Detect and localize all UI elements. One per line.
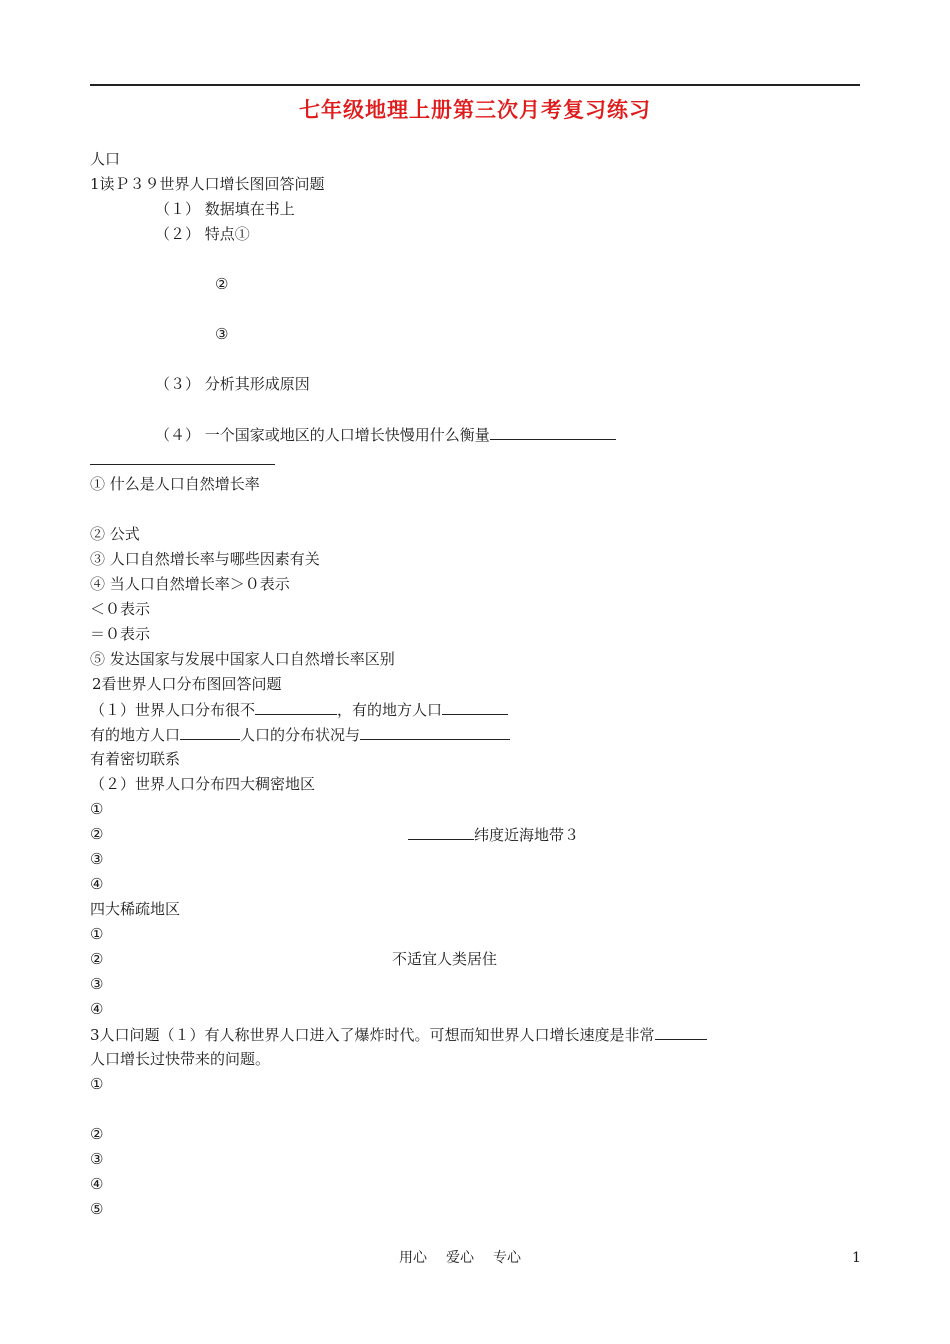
q1-sub-3: ③ 人口自然增长率与哪些因素有关 — [90, 550, 320, 568]
q2-part-2: （２）世界人口分布四大稠密地区 — [90, 775, 316, 793]
q2-part-1-line-1 — [90, 699, 508, 720]
answer-blank — [360, 724, 510, 740]
q3-item-2: ② — [90, 1125, 104, 1143]
page-title: 七年级地理上册第三次月考复习练习 — [299, 97, 651, 122]
answer-blank-line — [90, 464, 275, 465]
q1-sub-4-less-than: ＜０表示 — [90, 600, 151, 618]
q1-part-4 — [155, 424, 616, 445]
footer-motto-3: 专心 — [493, 1250, 521, 1266]
q1-part-2-item-3: ③ — [215, 325, 229, 343]
sparse-region-3: ③ — [90, 975, 104, 993]
q1-sub-2: ② 公式 — [90, 525, 140, 543]
q1-part-2-item-2: ② — [215, 275, 229, 293]
q1-sub-1: ① 什么是人口自然增长率 — [90, 475, 260, 493]
page-number: 1 — [852, 1250, 861, 1266]
q2-text-a: （１）世界人口分布很不 — [90, 701, 256, 719]
q3-item-5: ⑤ — [90, 1200, 104, 1218]
dense-region-2: ② — [90, 825, 104, 843]
section-heading: 人口 — [90, 150, 121, 168]
answer-blank — [655, 1024, 707, 1040]
sparse-region-4: ④ — [90, 1000, 104, 1018]
dense-region-1: ① — [90, 800, 104, 818]
dense-region-4: ④ — [90, 875, 104, 893]
question-2-stem: 2看世界人口分布图回答问题 — [92, 675, 282, 693]
sparse-region-2: ② — [90, 950, 104, 968]
q1-part-4-text: （４） 一个国家或地区的人口增长快慢用什么衡量 — [155, 426, 490, 444]
sparse-region-2-note: 不适宜人类居住 — [392, 950, 498, 968]
answer-blank — [180, 724, 240, 740]
q1-sub-4: ④ 当人口自然增长率＞０表示 — [90, 575, 290, 593]
answer-blank — [442, 699, 508, 715]
q3-item-1: ① — [90, 1075, 104, 1093]
sparse-regions-heading: 四大稀疏地区 — [90, 900, 181, 918]
q2-text-d: 人口的分布状况与 — [240, 726, 361, 744]
q2-text-c: 有的地方人口 — [90, 726, 181, 744]
q1-sub-4-equal: ＝０表示 — [90, 625, 151, 643]
q3-item-3: ③ — [90, 1150, 104, 1168]
q2-text-b: ，有的地方人口 — [337, 701, 443, 719]
dense-region-2-note — [408, 824, 579, 845]
q3-item-4: ④ — [90, 1175, 104, 1193]
sparse-region-1: ① — [90, 925, 104, 943]
dense-note-text: 纬度近海地带３ — [474, 826, 580, 844]
q1-part-1: （１） 数据填在书上 — [155, 200, 295, 218]
q3-line-2: 人口增长过快带来的问题。 — [90, 1050, 271, 1068]
question-1-stem: 1读Ｐ３９世界人口增长图回答问题 — [90, 175, 325, 193]
q1-sub-5: ⑤ 发达国家与发展中国家人口自然增长率区别 — [90, 650, 395, 668]
answer-blank — [255, 699, 337, 715]
answer-blank — [408, 824, 474, 840]
answer-blank — [490, 424, 616, 440]
dense-region-3: ③ — [90, 850, 104, 868]
header-rule — [90, 84, 860, 86]
footer-motto-1: 用心 — [399, 1250, 427, 1266]
q1-part-3: （３） 分析其形成原因 — [155, 375, 310, 393]
q2-part-1-line-2 — [90, 724, 510, 745]
footer-motto-2: 爱心 — [446, 1250, 474, 1266]
q1-part-2: （２） 特点① — [155, 225, 250, 243]
q3-stem-text: 3人口问题（１）有人称世界人口进入了爆炸时代。可想而知世界人口增长速度是非常 — [90, 1026, 655, 1044]
q2-part-1-line-3: 有着密切联系 — [90, 750, 181, 768]
question-3-stem — [90, 1024, 707, 1045]
